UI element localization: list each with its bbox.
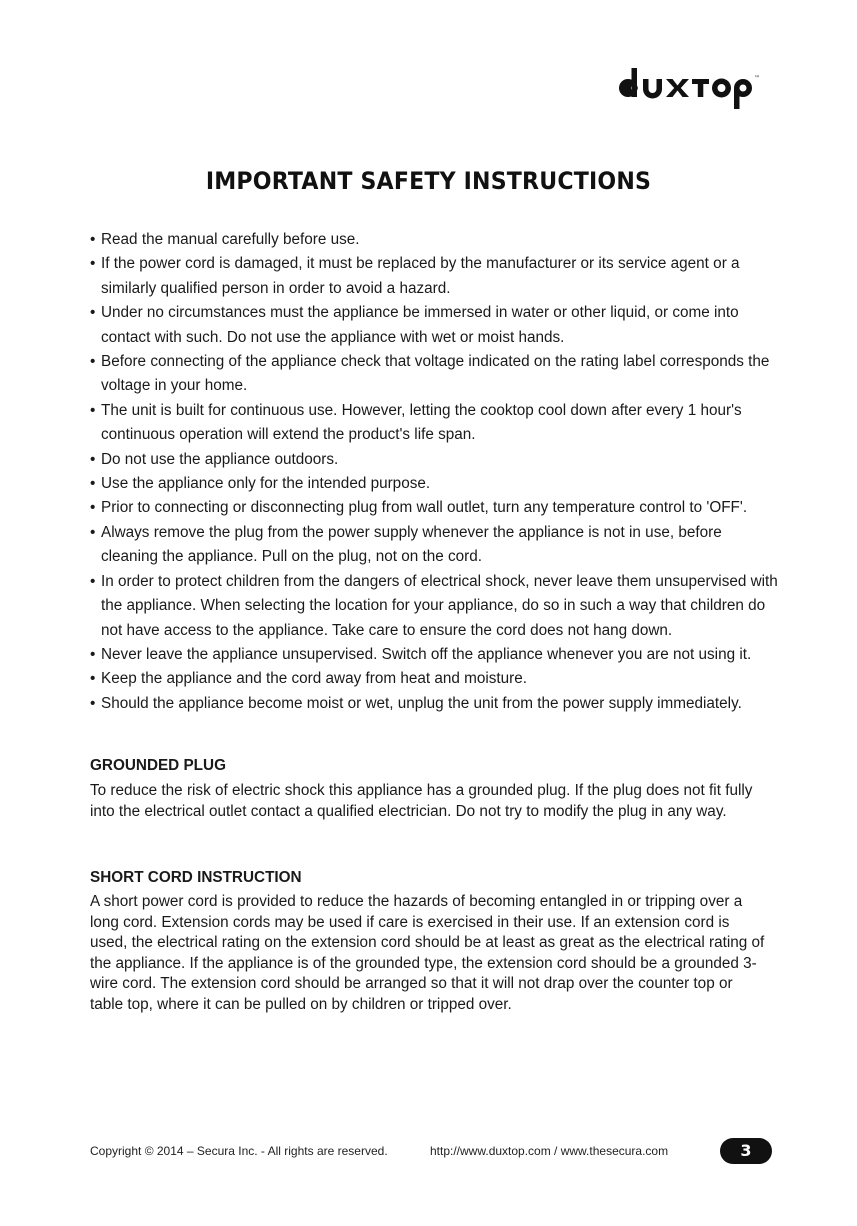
list-item: • In order to protect children from the dangers of electrical shock, never leave them unsupervised with the appliance. When selecting the location for your appliance, do so in such a way that children do not have access to the appliance. Take care to ensure the cord does not hang down.: [90, 570, 780, 643]
list-item: • Before connecting of the appliance check that voltage indicated on the rating label corresponds the voltage in your home.: [90, 350, 780, 399]
list-item: • Always remove the plug from the power supply whenever the appliance is not in use, before cleaning the appliance. Pull on the plug, not on the cord.: [90, 521, 780, 570]
bullet-icon: •: [90, 523, 96, 541]
page-number-badge: 3: [720, 1138, 772, 1164]
bullet-icon: •: [90, 304, 96, 322]
bullet-icon: •: [90, 401, 96, 419]
grounded-plug-text: To reduce the risk of electric shock this appliance has a grounded plug. If the plug does not fit fully into the electrical outlet contact a qualified electrician. Do not try to modify the plug in any way.: [90, 782, 753, 820]
page-title: IMPORTANT SAFETY INSTRUCTIONS: [205, 167, 652, 195]
bullet-icon: •: [90, 353, 96, 371]
bullet-icon: •: [90, 572, 96, 590]
duxtop-logo: [617, 66, 775, 112]
list-item: • Do not use the appliance outdoors.: [90, 448, 780, 472]
list-item: • Use the appliance only for the intended purpose.: [90, 472, 780, 496]
list-item: • Never leave the appliance unsupervised. Switch off the appliance whenever you are not using it.: [90, 643, 780, 667]
safety-instructions-list: [90, 228, 780, 716]
footer-urls: http://www.duxtop.com / www.thesecura.com: [430, 1144, 669, 1158]
short-cord-text: A short power cord is provided to reduce the hazards of becoming entangled in or tripping over a long cord. Extension cords may be used if care is exercised in their use. If an extension cord is used, the electrical rating on the extension cord should be at least as great as the electrical rating of the appliance. If the appliance is of the grounded type, the extension cord should be a grounded 3-wire cord. The extension cord should be arranged so that it will not drap over the counter top or table top, where it can be pulled on by children or tripped over.: [90, 893, 765, 1013]
bullet-icon: •: [90, 670, 96, 688]
bullet-icon: •: [90, 694, 96, 712]
list-item: • Read the manual carefully before use.: [90, 228, 780, 252]
list-item: • Should the appliance become moist or wet, unplug the unit from the power supply immediately.: [90, 692, 780, 716]
list-item: • Under no circumstances must the appliance be immersed in water or other liquid, or come into contact with such. Do not use the appliance with wet or moist hands.: [90, 301, 780, 350]
bullet-icon: •: [90, 255, 96, 273]
bullet-icon: •: [90, 475, 96, 493]
bullet-icon: •: [90, 450, 96, 468]
duxtop-logo-mark: [617, 66, 775, 112]
bullet-icon: •: [90, 645, 96, 663]
trademark-mark: ™: [754, 75, 760, 82]
bullet-icon: •: [90, 231, 96, 248]
footer-copyright: Copyright © 2014 – Secura Inc. - All rights are reserved.: [90, 1144, 388, 1158]
grounded-plug-heading: GROUNDED PLUG: [90, 757, 226, 774]
list-item: • The unit is built for continuous use. However, letting the cooktop cool down after every 1 hour's continuous operation will extend the product's life span.: [90, 399, 780, 448]
short-cord-heading: SHORT CORD INSTRUCTION: [90, 869, 302, 886]
bullet-icon: •: [90, 499, 96, 517]
list-item: • If the power cord is damaged, it must be replaced by the manufacturer or its service agent or a similarly qualified person in order to avoid a hazard.: [90, 252, 780, 301]
list-item: • Prior to connecting or disconnecting plug from wall outlet, turn any temperature control to 'OFF'.: [90, 496, 780, 520]
list-item: • Keep the appliance and the cord away from heat and moisture.: [90, 667, 780, 691]
